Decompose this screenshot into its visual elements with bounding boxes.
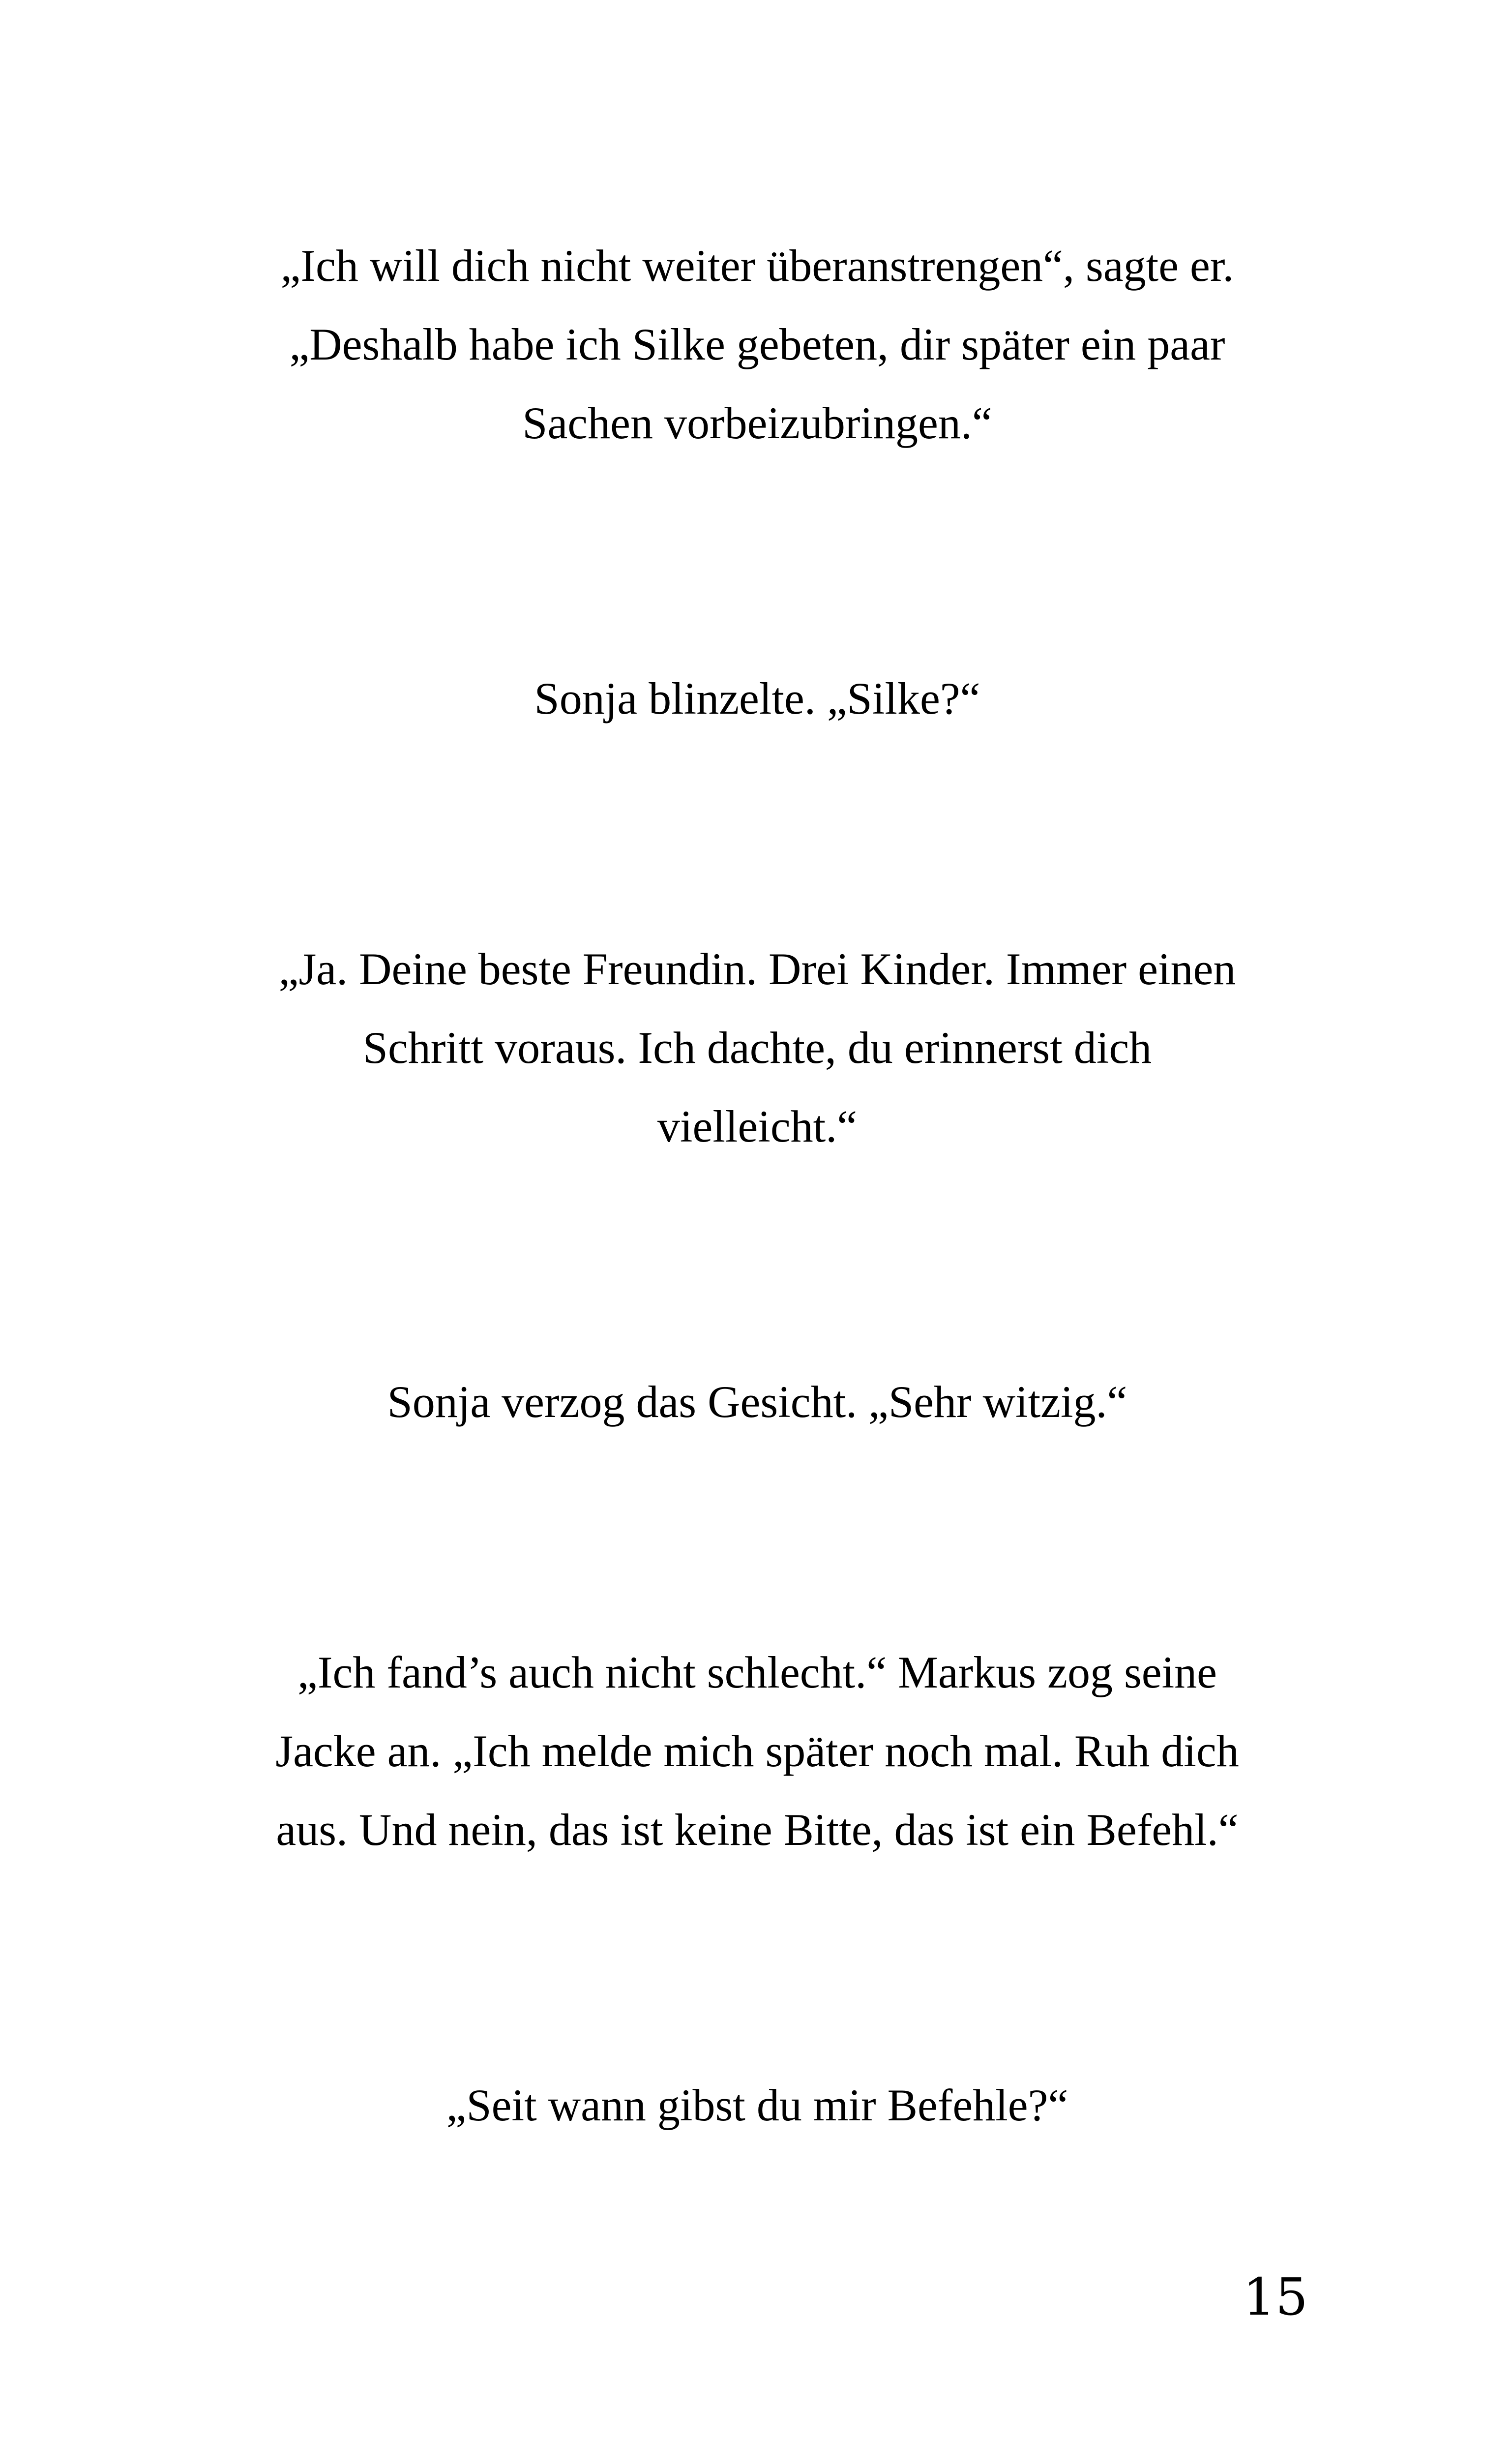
text-line: „Ich fand’s auch nicht schlecht.“ Markus zog seine	[297, 1647, 1217, 1697]
text-line: „Deshalb habe ich Silke gebeten, dir später ein paar	[289, 319, 1225, 369]
text-line: Sonja blinzelte. „Silke?“	[534, 673, 980, 724]
paragraph-1	[275, 226, 1239, 462]
text-line: „Ich will dich nicht weiter überanstrengen“, sagte er.	[280, 241, 1234, 291]
text-line: Jacke an. „Ich melde mich später noch mal. Ruh dich	[275, 1726, 1239, 1776]
paragraph-2	[275, 659, 1239, 738]
text-line: vielleicht.“	[657, 1101, 858, 1151]
text-line: Sonja verzog das Gesicht. „Sehr witzig.“	[387, 1377, 1127, 1427]
text-line: aus. Und nein, das ist keine Bitte, das ist ein Befehl.“	[276, 1805, 1239, 1855]
paragraph-5	[275, 1633, 1239, 1869]
paragraph-3	[275, 930, 1239, 1166]
paragraph-6	[275, 2066, 1239, 2144]
paragraph-4	[275, 1362, 1239, 1441]
text-line: „Ja. Deine beste Freundin. Drei Kinder. Immer einen	[278, 944, 1236, 994]
text-line: Sachen vorbeizubringen.“	[522, 398, 992, 448]
text-line: „Seit wann gibst du mir Befehle?“	[446, 2080, 1068, 2130]
page-number: 15	[1243, 2267, 1308, 2327]
text-line: Schritt voraus. Ich dachte, du erinnerst dich	[362, 1023, 1152, 1073]
